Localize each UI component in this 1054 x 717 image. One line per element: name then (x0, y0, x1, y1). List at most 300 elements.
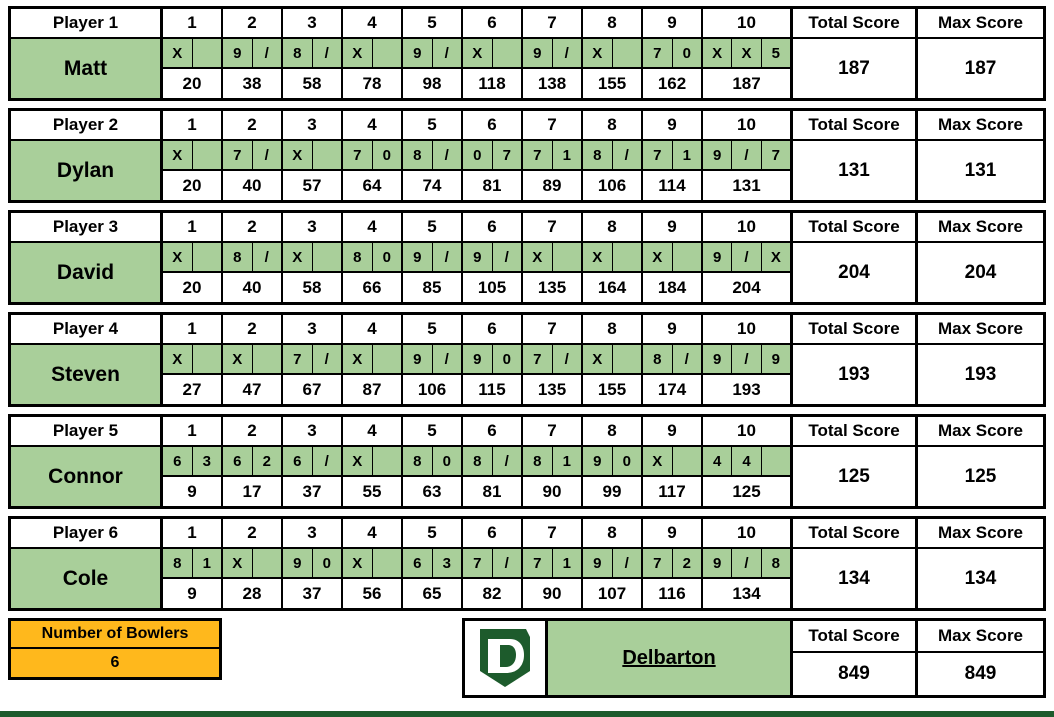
player-total-score-col (793, 519, 918, 608)
throw-cell[interactable]: 9 (703, 141, 732, 169)
throw-cell[interactable]: 0 (442, 452, 451, 470)
frame-throws-cell (343, 549, 403, 577)
frame-number-header: 10 (703, 315, 790, 343)
throw-cell[interactable] (193, 345, 222, 373)
throw-cell[interactable] (373, 549, 402, 577)
running-total-cell: 85 (403, 273, 463, 302)
running-total-cell: 116 (643, 579, 703, 608)
throw-cell[interactable]: X (643, 447, 673, 475)
throw-cell[interactable] (673, 447, 702, 475)
throw-cell[interactable] (373, 447, 402, 475)
throw-cell[interactable]: 0 (463, 141, 493, 169)
running-total-cell: 107 (583, 579, 643, 608)
running-total-cell: 115 (463, 375, 523, 404)
throw-cell[interactable]: 7 (643, 141, 673, 169)
player-name[interactable]: Dylan (11, 141, 160, 200)
player-slot-label: Player 6 (11, 519, 160, 549)
number-of-bowlers-value[interactable]: 6 (110, 654, 120, 671)
running-total-cell: 58 (283, 69, 343, 98)
throw-cell[interactable]: 7 (502, 146, 511, 164)
running-total-cell: 135 (523, 273, 583, 302)
player-name[interactable]: Steven (11, 345, 160, 404)
throw-cell[interactable]: 9 (583, 447, 613, 475)
running-total-cell: 40 (223, 171, 283, 200)
max-score-header: Max Score (918, 213, 1043, 243)
total-score-header: Total Score (793, 213, 915, 243)
player-name[interactable]: Matt (11, 39, 160, 98)
frame-number-header: 2 (223, 213, 283, 241)
running-total-cell: 99 (583, 477, 643, 506)
frame-throws-cell (223, 39, 283, 67)
frame-number-header: 1 (163, 315, 223, 343)
throw-cell[interactable]: 2 (262, 452, 271, 470)
player-name-column (11, 417, 163, 506)
throw-cell[interactable]: / (732, 243, 761, 271)
player-name[interactable]: Cole (11, 549, 160, 608)
running-total-row (163, 69, 790, 98)
throw-cell[interactable]: X (343, 447, 373, 475)
frame-number-header: 10 (703, 213, 790, 241)
running-total-cell: 184 (643, 273, 703, 302)
total-score-value: 204 (793, 243, 915, 302)
throw-cell[interactable]: 8 (771, 554, 780, 572)
throw-cell[interactable]: / (732, 345, 761, 373)
frame-throws-cell (583, 549, 643, 577)
team-name-cell (548, 621, 793, 695)
throw-cell[interactable]: 1 (562, 554, 571, 572)
running-total-cell: 28 (223, 579, 283, 608)
throw-cell[interactable]: / (564, 350, 569, 368)
throw-cell[interactable]: / (444, 248, 449, 266)
frames-column (163, 213, 793, 302)
throw-cell[interactable]: 9 (463, 243, 493, 271)
throw-cell[interactable] (673, 243, 702, 271)
frame-throws-cell (343, 447, 403, 475)
frame-number-header: 2 (223, 315, 283, 343)
running-total-cell: 58 (283, 273, 343, 302)
running-total-cell: 20 (163, 273, 223, 302)
throw-cell[interactable]: X (770, 248, 781, 266)
running-total-cell: 9 (163, 477, 223, 506)
throw-cell[interactable]: 7 (343, 141, 373, 169)
frame-throws-cell (523, 447, 583, 475)
throw-cell[interactable]: X (583, 39, 613, 67)
frame-number-header: 9 (643, 111, 703, 139)
running-total-cell: 117 (643, 477, 703, 506)
throw-cell[interactable]: X (583, 243, 613, 271)
frame-throws-cell (283, 39, 343, 67)
frame-number-header: 10 (703, 519, 790, 547)
frame-number-header: 4 (343, 9, 403, 37)
running-total-cell: 64 (343, 171, 403, 200)
player-card (8, 312, 1046, 407)
running-total-cell: 63 (403, 477, 463, 506)
throw-cell[interactable]: 4 (703, 447, 732, 475)
max-score-header: Max Score (918, 315, 1043, 345)
throw-cell[interactable]: / (504, 248, 509, 266)
throw-cell[interactable]: 0 (382, 146, 391, 164)
max-score-value: 134 (918, 549, 1043, 608)
frame-throws-cell (703, 39, 790, 67)
throw-cell[interactable]: / (564, 44, 569, 62)
throw-cell[interactable]: 6 (163, 447, 193, 475)
running-total-cell: 37 (283, 477, 343, 506)
running-total-cell: 90 (523, 477, 583, 506)
running-total-cell: 193 (732, 379, 761, 399)
throw-cell[interactable]: X (163, 345, 193, 373)
throw-cell[interactable]: X (223, 345, 253, 373)
throws-row (163, 447, 790, 477)
throw-cell[interactable]: / (732, 141, 761, 169)
frame-number-header: 6 (463, 519, 523, 547)
frame-number-header: 3 (283, 315, 343, 343)
frame-throws-cell (523, 39, 583, 67)
team-max-score-col (918, 621, 1043, 695)
team-summary-card (462, 618, 1046, 698)
throw-cell[interactable]: X (343, 345, 373, 373)
frame-number-header-row (163, 417, 790, 447)
player-max-score-col (918, 9, 1043, 98)
throw-cell[interactable]: 6 (403, 549, 433, 577)
throw-cell[interactable]: X (463, 39, 493, 67)
frame-throws-cell (223, 549, 283, 577)
frame-number-header-row (163, 9, 790, 39)
throw-cell[interactable]: 8 (403, 141, 433, 169)
footer-row (8, 618, 1046, 698)
throw-cell[interactable]: 7 (523, 549, 553, 577)
frame-number-header: 8 (583, 417, 643, 445)
frame-number-header-row (163, 213, 790, 243)
frame-number-header: 5 (403, 111, 463, 139)
throw-cell[interactable]: / (264, 248, 269, 266)
running-total-cell: 125 (732, 481, 761, 501)
throw-cell[interactable]: X (283, 141, 313, 169)
frame-throws-cell (643, 39, 703, 67)
throw-cell[interactable]: 8 (283, 39, 313, 67)
frame-number-header: 9 (643, 315, 703, 343)
running-total-cell: 81 (463, 477, 523, 506)
total-score-header: Total Score (793, 519, 915, 549)
frame-number-header: 5 (403, 417, 463, 445)
throw-cell[interactable]: 7 (223, 141, 253, 169)
frame-number-header: 10 (703, 9, 790, 37)
frame-throws-cell (283, 141, 343, 169)
throw-cell[interactable]: / (732, 549, 761, 577)
throw-cell[interactable]: 9 (403, 39, 433, 67)
frame-number-header-row (163, 315, 790, 345)
player-name[interactable]: Connor (11, 447, 160, 506)
throw-cell[interactable]: 6 (283, 447, 313, 475)
player-slot-label: Player 3 (11, 213, 160, 243)
throw-cell[interactable]: 7 (771, 146, 780, 164)
frame-number-header: 5 (403, 315, 463, 343)
frame-number-header: 3 (283, 111, 343, 139)
total-score-value: 131 (793, 141, 915, 200)
player-total-score-col (793, 213, 918, 302)
player-name-column (11, 213, 163, 302)
frame-number-header: 5 (403, 9, 463, 37)
throw-cell[interactable]: 7 (523, 141, 553, 169)
frame-number-header: 5 (403, 213, 463, 241)
max-score-value: 193 (918, 345, 1043, 404)
frame-number-header: 4 (343, 111, 403, 139)
running-total-cell: 98 (403, 69, 463, 98)
frame-throws-cell (703, 447, 790, 475)
throw-cell[interactable]: 9 (703, 243, 732, 271)
throw-cell[interactable]: / (444, 350, 449, 368)
throw-cell[interactable]: 1 (202, 554, 211, 572)
throw-cell[interactable] (613, 243, 642, 271)
throw-cell[interactable] (373, 345, 402, 373)
team-name: Delbarton (622, 646, 716, 669)
throw-cell[interactable]: / (624, 554, 629, 572)
max-score-value: 187 (918, 39, 1043, 98)
throw-cell[interactable] (373, 39, 402, 67)
frames-column (163, 315, 793, 404)
total-score-header: Total Score (793, 111, 915, 141)
running-total-cell: 81 (463, 171, 523, 200)
frame-throws-cell (583, 345, 643, 373)
running-total-cell: 87 (343, 375, 403, 404)
throw-cell[interactable]: 0 (622, 452, 631, 470)
running-total-cell: 135 (523, 375, 583, 404)
throw-cell[interactable]: 1 (562, 452, 571, 470)
running-total-cell: 78 (343, 69, 403, 98)
frame-throws-cell (643, 447, 703, 475)
throw-cell[interactable]: 3 (442, 554, 451, 572)
frame-number-header: 2 (223, 9, 283, 37)
number-of-bowlers-label: Number of Bowlers (11, 621, 219, 649)
frame-throws-cell (403, 141, 463, 169)
frames-column (163, 9, 793, 98)
running-total-row (163, 273, 790, 302)
frame-throws-cell (463, 447, 523, 475)
throw-cell[interactable]: X (732, 39, 761, 67)
team-logo-cell (465, 621, 548, 695)
throw-cell[interactable] (193, 39, 222, 67)
throw-cell[interactable]: 1 (682, 146, 691, 164)
player-name-column (11, 315, 163, 404)
frames-column (163, 111, 793, 200)
throw-cell[interactable]: / (504, 554, 509, 572)
throw-cell[interactable]: / (264, 146, 269, 164)
player-total-score-col (793, 315, 918, 404)
running-total-cell: 89 (523, 171, 583, 200)
throw-cell[interactable]: 6 (223, 447, 253, 475)
throw-cell[interactable]: 0 (322, 554, 331, 572)
throw-cell[interactable]: 7 (643, 39, 673, 67)
throw-cell[interactable]: / (324, 452, 329, 470)
throws-row (163, 549, 790, 579)
throw-cell[interactable]: X (163, 141, 193, 169)
frame-number-header: 4 (343, 417, 403, 445)
frame-number-header: 7 (523, 213, 583, 241)
max-score-header: Max Score (918, 9, 1043, 39)
max-score-value: 204 (918, 243, 1043, 302)
frame-number-header: 3 (283, 9, 343, 37)
throw-cell[interactable]: 9 (403, 243, 433, 271)
throw-cell[interactable]: / (444, 146, 449, 164)
throws-row (163, 345, 790, 375)
throw-cell[interactable]: 9 (223, 39, 253, 67)
running-total-cell: 9 (163, 579, 223, 608)
throw-cell[interactable] (193, 243, 222, 271)
frame-throws-cell (223, 243, 283, 271)
throw-cell[interactable]: 0 (382, 248, 391, 266)
frame-number-header: 9 (643, 417, 703, 445)
frame-number-header: 8 (583, 315, 643, 343)
throw-cell[interactable]: X (163, 39, 193, 67)
throw-cell[interactable]: / (504, 452, 509, 470)
throw-cell[interactable]: 2 (682, 554, 691, 572)
frame-throws-cell (163, 39, 223, 67)
throw-cell[interactable]: / (624, 146, 629, 164)
frame-throws-cell (163, 447, 223, 475)
frame-throws-cell (583, 447, 643, 475)
player-total-score-col (793, 111, 918, 200)
throw-cell[interactable]: X (223, 549, 253, 577)
throw-cell[interactable] (762, 447, 790, 475)
throw-cell[interactable]: 9 (583, 549, 613, 577)
throw-cell[interactable] (613, 39, 642, 67)
player-total-score-col (793, 9, 918, 98)
player-slot-label: Player 5 (11, 417, 160, 447)
throw-cell[interactable]: / (444, 44, 449, 62)
frame-throws-cell (643, 141, 703, 169)
throw-cell[interactable]: X (523, 243, 553, 271)
throws-row (163, 141, 790, 171)
frame-throws-cell (283, 345, 343, 373)
frame-number-header: 3 (283, 417, 343, 445)
throw-cell[interactable] (313, 141, 342, 169)
throw-cell[interactable] (313, 243, 342, 271)
throw-cell[interactable]: 8 (523, 447, 553, 475)
frame-throws-cell (703, 549, 790, 577)
throw-cell[interactable]: X (283, 243, 313, 271)
throw-cell[interactable]: X (703, 39, 732, 67)
running-total-cell: 55 (343, 477, 403, 506)
throw-cell[interactable]: 9 (703, 549, 732, 577)
throw-cell[interactable]: X (163, 243, 193, 271)
throw-cell[interactable]: 8 (163, 549, 193, 577)
throw-cell[interactable] (493, 39, 522, 67)
player-name[interactable]: David (11, 243, 160, 302)
frame-throws-cell (223, 447, 283, 475)
throw-cell[interactable]: 0 (502, 350, 511, 368)
throw-cell[interactable]: 7 (283, 345, 313, 373)
frame-number-header: 5 (403, 519, 463, 547)
running-total-cell: 106 (583, 171, 643, 200)
throw-cell[interactable]: 0 (682, 44, 691, 62)
player-total-score-col (793, 417, 918, 506)
frame-number-header: 9 (643, 213, 703, 241)
frame-throws-cell (283, 243, 343, 271)
frame-throws-cell (523, 345, 583, 373)
player-slot-label: Player 1 (11, 9, 160, 39)
throw-cell[interactable]: 3 (202, 452, 211, 470)
throw-cell[interactable]: X (643, 243, 673, 271)
throw-cell[interactable]: 7 (523, 345, 553, 373)
running-total-cell: 74 (403, 171, 463, 200)
throw-cell[interactable]: X (583, 345, 613, 373)
throw-cell[interactable]: 9 (771, 350, 780, 368)
running-total-cell: 187 (732, 73, 761, 93)
throw-cell[interactable]: 1 (562, 146, 571, 164)
throw-cell[interactable]: 9 (703, 345, 732, 373)
running-total-cell: 114 (643, 171, 703, 200)
frame-number-header-row (163, 519, 790, 549)
frame-throws-cell (463, 141, 523, 169)
frame-throws-cell (163, 549, 223, 577)
throw-cell[interactable]: 8 (643, 345, 673, 373)
frame-throws-cell (583, 141, 643, 169)
throw-cell[interactable]: 8 (223, 243, 253, 271)
throw-cell[interactable]: 7 (643, 549, 673, 577)
throw-cell[interactable]: 8 (343, 243, 373, 271)
throw-cell[interactable]: 7 (463, 549, 493, 577)
frame-number-header: 1 (163, 519, 223, 547)
frames-column (163, 519, 793, 608)
throw-cell[interactable] (553, 243, 582, 271)
delbarton-logo-icon (476, 627, 534, 689)
frame-number-header: 1 (163, 213, 223, 241)
throw-cell[interactable]: 9 (403, 345, 433, 373)
frame-number-header: 9 (643, 9, 703, 37)
throw-cell[interactable] (253, 549, 282, 577)
throw-cell[interactable]: 8 (463, 447, 493, 475)
frame-throws-cell (523, 243, 583, 271)
throw-cell[interactable] (613, 345, 642, 373)
running-total-row (163, 375, 790, 404)
running-total-cell: 47 (223, 375, 283, 404)
running-total-cell: 155 (583, 375, 643, 404)
throw-cell[interactable] (253, 345, 282, 373)
running-total-cell: 27 (163, 375, 223, 404)
running-total-cell: 174 (643, 375, 703, 404)
throw-cell[interactable]: 8 (403, 447, 433, 475)
throw-cell[interactable]: 4 (732, 447, 761, 475)
throw-cell[interactable]: X (343, 39, 373, 67)
throw-cell[interactable]: 9 (523, 39, 553, 67)
throw-cell[interactable]: / (264, 44, 269, 62)
throw-cell[interactable]: 5 (771, 44, 780, 62)
running-total-row (163, 171, 790, 200)
frame-number-header: 10 (703, 111, 790, 139)
throw-cell[interactable]: / (684, 350, 689, 368)
frame-number-header: 1 (163, 111, 223, 139)
frame-throws-cell (403, 345, 463, 373)
frame-throws-cell (703, 141, 790, 169)
frame-throws-cell (403, 243, 463, 271)
throw-cell[interactable]: / (324, 44, 329, 62)
running-total-cell: 164 (583, 273, 643, 302)
running-total-cell: 20 (163, 69, 223, 98)
throw-cell[interactable]: / (324, 350, 329, 368)
throw-cell[interactable]: 9 (283, 549, 313, 577)
throw-cell[interactable]: 9 (463, 345, 493, 373)
frame-number-header: 7 (523, 519, 583, 547)
running-total-cell: 138 (523, 69, 583, 98)
frame-throws-cell (463, 243, 523, 271)
running-total-cell: 67 (283, 375, 343, 404)
throw-cell[interactable] (193, 141, 222, 169)
running-total-cell: 204 (732, 277, 761, 297)
throw-cell[interactable]: 8 (583, 141, 613, 169)
frame-number-header: 9 (643, 519, 703, 547)
frame-throws-cell (703, 243, 790, 271)
throw-cell[interactable]: X (343, 549, 373, 577)
team-total-score-col (793, 621, 918, 695)
